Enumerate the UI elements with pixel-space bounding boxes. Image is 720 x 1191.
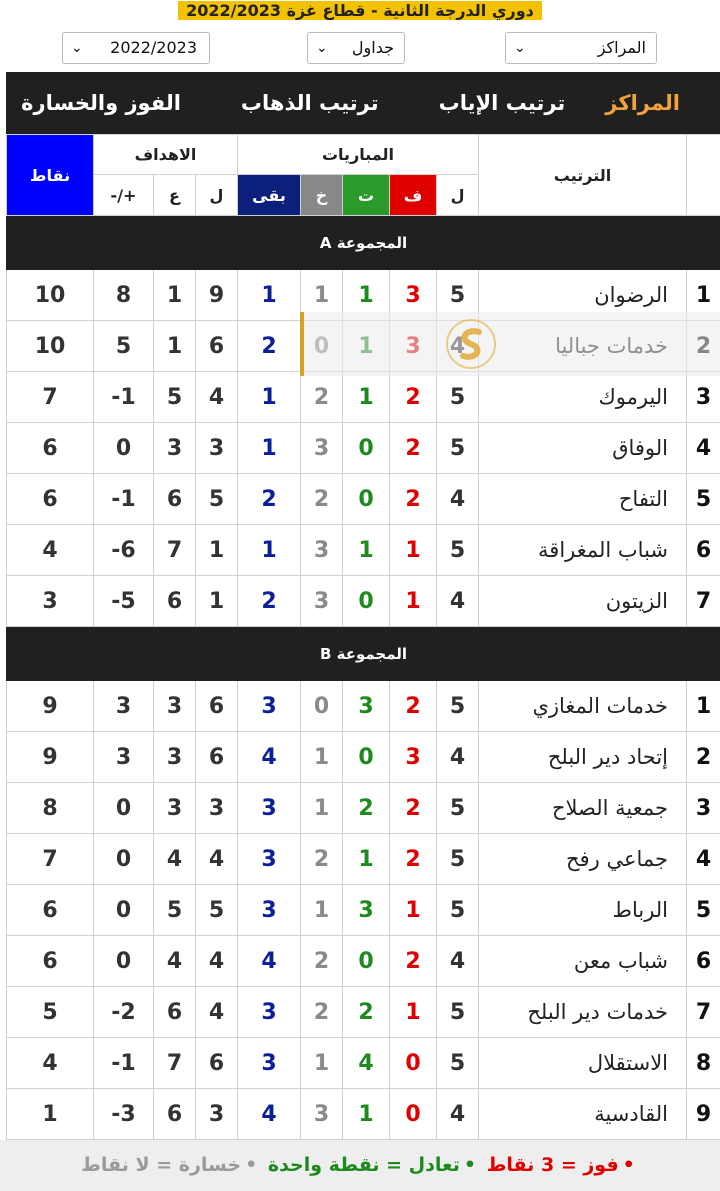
group-title: المجموعة A bbox=[7, 216, 720, 270]
group-header-row bbox=[7, 216, 720, 270]
team-goals-for: 1 bbox=[196, 525, 238, 576]
team-remaining: 2 bbox=[238, 321, 301, 372]
team-goals-for: 6 bbox=[196, 732, 238, 783]
team-lost: 1 bbox=[301, 270, 343, 321]
team-lost: 1 bbox=[301, 885, 343, 936]
chevron-down-icon: ⌄ bbox=[514, 40, 526, 56]
lost-header: خ bbox=[301, 175, 343, 216]
team-played: 5 bbox=[437, 885, 479, 936]
team-rank: 5 bbox=[687, 885, 720, 936]
team-goal-diff: 5 bbox=[94, 321, 154, 372]
team-draw: 1 bbox=[343, 525, 390, 576]
team-remaining: 3 bbox=[238, 987, 301, 1038]
team-name: جمعية الصلاح bbox=[479, 783, 687, 834]
team-played: 4 bbox=[437, 732, 479, 783]
team-points: 10 bbox=[7, 270, 94, 321]
team-draw: 0 bbox=[343, 576, 390, 627]
team-goal-diff: 0 bbox=[94, 885, 154, 936]
team-rank: 3 bbox=[687, 783, 720, 834]
legend-bullet-icon: • bbox=[622, 1154, 635, 1176]
won-header: ف bbox=[390, 175, 437, 216]
points-legend bbox=[0, 1140, 720, 1191]
team-played: 5 bbox=[437, 987, 479, 1038]
team-played: 5 bbox=[437, 783, 479, 834]
table-row[interactable] bbox=[7, 372, 720, 423]
chevron-down-icon: ⌄ bbox=[71, 40, 83, 56]
standings-tabs bbox=[6, 72, 720, 134]
team-points: 7 bbox=[7, 372, 94, 423]
team-won: 1 bbox=[390, 576, 437, 627]
team-played: 4 bbox=[437, 936, 479, 987]
team-goals-for: 4 bbox=[196, 834, 238, 885]
team-draw: 3 bbox=[343, 681, 390, 732]
team-goals-against: 3 bbox=[154, 732, 196, 783]
centers-select-value: المراكز bbox=[597, 38, 646, 57]
legend-loss: خسارة = لا نقاط bbox=[81, 1154, 242, 1176]
team-name: الوفاق bbox=[479, 423, 687, 474]
team-goal-diff: 1- bbox=[94, 1038, 154, 1089]
team-won: 3 bbox=[390, 732, 437, 783]
team-remaining: 1 bbox=[238, 270, 301, 321]
team-remaining: 3 bbox=[238, 681, 301, 732]
standings-table bbox=[6, 134, 720, 1140]
team-name: شباب المغراقة bbox=[479, 525, 687, 576]
team-won: 1 bbox=[390, 525, 437, 576]
team-draw: 0 bbox=[343, 474, 390, 525]
team-goals-against: 7 bbox=[154, 1038, 196, 1089]
team-won: 1 bbox=[390, 885, 437, 936]
table-row[interactable] bbox=[7, 732, 720, 783]
goals-header: الاهداف bbox=[94, 135, 238, 175]
team-goal-diff: 6- bbox=[94, 525, 154, 576]
team-name: الرضوان bbox=[479, 270, 687, 321]
team-rank: 2 bbox=[687, 732, 720, 783]
watermark bbox=[300, 312, 720, 376]
played-header: ل bbox=[437, 175, 479, 216]
team-goals-for: 4 bbox=[196, 987, 238, 1038]
table-row[interactable] bbox=[7, 834, 720, 885]
team-points: 6 bbox=[7, 423, 94, 474]
team-draw: 2 bbox=[343, 987, 390, 1038]
team-goals-against: 6 bbox=[154, 576, 196, 627]
legend-draw: تعادل = نقطة واحدة bbox=[267, 1154, 460, 1176]
team-played: 4 bbox=[437, 474, 479, 525]
goals-for-header: ل bbox=[196, 175, 238, 216]
team-goals-against: 1 bbox=[154, 321, 196, 372]
table-row[interactable] bbox=[7, 681, 720, 732]
team-goals-for: 3 bbox=[196, 1089, 238, 1140]
tab-first-leg[interactable]: ترتيب الذهاب bbox=[240, 91, 379, 115]
team-goals-for: 3 bbox=[196, 783, 238, 834]
team-played: 4 bbox=[437, 1089, 479, 1140]
team-played: 5 bbox=[437, 270, 479, 321]
team-draw: 0 bbox=[343, 732, 390, 783]
team-remaining: 1 bbox=[238, 525, 301, 576]
team-lost: 3 bbox=[301, 576, 343, 627]
legend-bullet-icon: • bbox=[463, 1154, 477, 1176]
season-select[interactable] bbox=[62, 32, 210, 64]
tables-select[interactable] bbox=[307, 32, 405, 64]
team-remaining: 1 bbox=[238, 372, 301, 423]
team-points: 1 bbox=[7, 1089, 94, 1140]
team-points: 5 bbox=[7, 987, 94, 1038]
team-goals-for: 5 bbox=[196, 885, 238, 936]
team-goals-for: 9 bbox=[196, 270, 238, 321]
team-points: 10 bbox=[7, 321, 94, 372]
team-name: شباب معن bbox=[479, 936, 687, 987]
team-goal-diff: 2- bbox=[94, 987, 154, 1038]
team-name: خدمات دير البلح bbox=[479, 987, 687, 1038]
team-points: 6 bbox=[7, 885, 94, 936]
team-remaining: 2 bbox=[238, 474, 301, 525]
top-bar bbox=[0, 0, 720, 72]
team-goal-diff: 1- bbox=[94, 474, 154, 525]
team-won: 2 bbox=[390, 783, 437, 834]
team-name: جماعي رفح bbox=[479, 834, 687, 885]
team-name: اليرموك bbox=[479, 372, 687, 423]
team-goals-against: 1 bbox=[154, 270, 196, 321]
team-goals-against: 3 bbox=[154, 681, 196, 732]
table-row[interactable] bbox=[7, 1089, 720, 1140]
team-lost: 2 bbox=[301, 834, 343, 885]
table-row[interactable] bbox=[7, 885, 720, 936]
team-goals-for: 6 bbox=[196, 321, 238, 372]
tables-select-value: جداول bbox=[351, 38, 394, 57]
team-goals-for: 3 bbox=[196, 423, 238, 474]
team-lost: 1 bbox=[301, 1038, 343, 1089]
team-points: 6 bbox=[7, 936, 94, 987]
team-rank: 1 bbox=[687, 270, 720, 321]
chevron-down-icon: ⌄ bbox=[316, 40, 328, 56]
team-points: 6 bbox=[7, 474, 94, 525]
team-won: 2 bbox=[390, 423, 437, 474]
team-goals-for: 4 bbox=[196, 936, 238, 987]
tab-second-leg[interactable]: ترتيب الإياب bbox=[438, 91, 566, 115]
team-points: 9 bbox=[7, 681, 94, 732]
group-title: المجموعة B bbox=[7, 627, 720, 681]
team-goal-diff: 8 bbox=[94, 270, 154, 321]
team-remaining: 3 bbox=[238, 783, 301, 834]
team-draw: 0 bbox=[343, 936, 390, 987]
team-name: إتحاد دير البلح bbox=[479, 732, 687, 783]
team-goals-against: 3 bbox=[154, 423, 196, 474]
team-lost: 1 bbox=[301, 783, 343, 834]
team-rank: 7 bbox=[687, 576, 720, 627]
team-goal-diff: 0 bbox=[94, 834, 154, 885]
team-goals-against: 7 bbox=[154, 525, 196, 576]
table-row[interactable] bbox=[7, 936, 720, 987]
team-lost: 3 bbox=[301, 423, 343, 474]
team-won: 0 bbox=[390, 1089, 437, 1140]
team-rank: 7 bbox=[687, 987, 720, 1038]
team-goals-for: 6 bbox=[196, 681, 238, 732]
tab-win-loss[interactable]: الفوز والخسارة bbox=[21, 91, 181, 115]
team-remaining: 4 bbox=[238, 732, 301, 783]
team-remaining: 3 bbox=[238, 885, 301, 936]
team-points: 9 bbox=[7, 732, 94, 783]
ranking-header: الترتيب bbox=[479, 135, 687, 216]
rank-header bbox=[687, 135, 720, 216]
team-goals-against: 5 bbox=[154, 885, 196, 936]
legend-win: فوز = 3 نقاط bbox=[486, 1154, 619, 1176]
team-goals-against: 6 bbox=[154, 1089, 196, 1140]
team-played: 5 bbox=[437, 423, 479, 474]
table-row[interactable] bbox=[7, 474, 720, 525]
team-goals-against: 4 bbox=[154, 936, 196, 987]
team-draw: 1 bbox=[343, 372, 390, 423]
team-lost: 3 bbox=[301, 525, 343, 576]
team-goals-for: 5 bbox=[196, 474, 238, 525]
team-rank: 8 bbox=[687, 1038, 720, 1089]
team-goal-diff: 5- bbox=[94, 576, 154, 627]
team-goals-against: 4 bbox=[154, 834, 196, 885]
team-rank: 4 bbox=[687, 834, 720, 885]
team-goals-against: 6 bbox=[154, 987, 196, 1038]
draw-header: ت bbox=[343, 175, 390, 216]
team-remaining: 3 bbox=[238, 1038, 301, 1089]
team-goals-against: 6 bbox=[154, 474, 196, 525]
table-row[interactable] bbox=[7, 423, 720, 474]
team-goal-diff: 0 bbox=[94, 936, 154, 987]
team-played: 4 bbox=[437, 576, 479, 627]
team-lost: 2 bbox=[301, 987, 343, 1038]
team-rank: 4 bbox=[687, 423, 720, 474]
team-goal-diff: 0 bbox=[94, 423, 154, 474]
table-row[interactable] bbox=[7, 783, 720, 834]
team-draw: 1 bbox=[343, 1089, 390, 1140]
tab-centers[interactable]: المراكز bbox=[605, 91, 680, 115]
team-draw: 0 bbox=[343, 423, 390, 474]
team-name: الاستقلال bbox=[479, 1038, 687, 1089]
team-goals-against: 3 bbox=[154, 783, 196, 834]
team-won: 2 bbox=[390, 834, 437, 885]
team-rank: 1 bbox=[687, 681, 720, 732]
goal-diff-header: +/- bbox=[94, 175, 154, 216]
legend-bullet-icon: • bbox=[245, 1154, 258, 1176]
watermark-bar bbox=[300, 312, 304, 376]
team-lost: 0 bbox=[301, 681, 343, 732]
team-points: 8 bbox=[7, 783, 94, 834]
team-points: 4 bbox=[7, 1038, 94, 1089]
season-select-value: 2022/2023 bbox=[110, 38, 197, 57]
table-row[interactable] bbox=[7, 525, 720, 576]
table-row[interactable] bbox=[7, 1038, 720, 1089]
team-rank: 5 bbox=[687, 474, 720, 525]
centers-select[interactable] bbox=[505, 32, 657, 64]
team-goal-diff: 3 bbox=[94, 732, 154, 783]
team-points: 3 bbox=[7, 576, 94, 627]
team-rank: 9 bbox=[687, 1089, 720, 1140]
team-rank: 6 bbox=[687, 936, 720, 987]
team-draw: 3 bbox=[343, 885, 390, 936]
team-goal-diff: 3- bbox=[94, 1089, 154, 1140]
team-goals-for: 4 bbox=[196, 372, 238, 423]
points-header: نقاط bbox=[7, 135, 94, 216]
team-won: 2 bbox=[390, 372, 437, 423]
team-goal-diff: 1- bbox=[94, 372, 154, 423]
team-points: 4 bbox=[7, 525, 94, 576]
team-draw: 4 bbox=[343, 1038, 390, 1089]
team-played: 5 bbox=[437, 525, 479, 576]
team-won: 2 bbox=[390, 474, 437, 525]
team-name: الرباط bbox=[479, 885, 687, 936]
goals-against-header: ع bbox=[154, 175, 196, 216]
table-row[interactable] bbox=[7, 987, 720, 1038]
league-title: دوري الدرجة الثانية - قطاع غزة 2022/2023 bbox=[0, 0, 720, 22]
team-name: الزيتون bbox=[479, 576, 687, 627]
team-name: خدمات المغازي bbox=[479, 681, 687, 732]
team-won: 0 bbox=[390, 1038, 437, 1089]
team-played: 5 bbox=[437, 834, 479, 885]
team-goals-for: 6 bbox=[196, 1038, 238, 1089]
team-remaining: 3 bbox=[238, 834, 301, 885]
team-lost: 1 bbox=[301, 732, 343, 783]
team-remaining: 4 bbox=[238, 1089, 301, 1140]
team-lost: 2 bbox=[301, 936, 343, 987]
team-won: 3 bbox=[390, 270, 437, 321]
team-lost: 3 bbox=[301, 1089, 343, 1140]
team-draw: 2 bbox=[343, 783, 390, 834]
team-name: القادسية bbox=[479, 1089, 687, 1140]
team-goal-diff: 0 bbox=[94, 783, 154, 834]
matches-header: المباريات bbox=[238, 135, 479, 175]
team-remaining: 4 bbox=[238, 936, 301, 987]
team-played: 5 bbox=[437, 372, 479, 423]
team-points: 7 bbox=[7, 834, 94, 885]
team-won: 1 bbox=[390, 987, 437, 1038]
team-lost: 2 bbox=[301, 372, 343, 423]
team-played: 5 bbox=[437, 681, 479, 732]
team-goal-diff: 3 bbox=[94, 681, 154, 732]
team-draw: 1 bbox=[343, 834, 390, 885]
group-header-row bbox=[7, 627, 720, 681]
team-remaining: 2 bbox=[238, 576, 301, 627]
team-lost: 2 bbox=[301, 474, 343, 525]
team-draw: 1 bbox=[343, 270, 390, 321]
team-rank: 6 bbox=[687, 525, 720, 576]
remaining-header: بقى bbox=[238, 175, 301, 216]
watermark-logo-icon bbox=[445, 318, 497, 370]
team-remaining: 1 bbox=[238, 423, 301, 474]
team-won: 2 bbox=[390, 681, 437, 732]
team-goals-against: 5 bbox=[154, 372, 196, 423]
team-rank: 3 bbox=[687, 372, 720, 423]
team-name: التفاح bbox=[479, 474, 687, 525]
team-goals-for: 1 bbox=[196, 576, 238, 627]
team-won: 2 bbox=[390, 936, 437, 987]
table-row[interactable] bbox=[7, 576, 720, 627]
team-played: 5 bbox=[437, 1038, 479, 1089]
